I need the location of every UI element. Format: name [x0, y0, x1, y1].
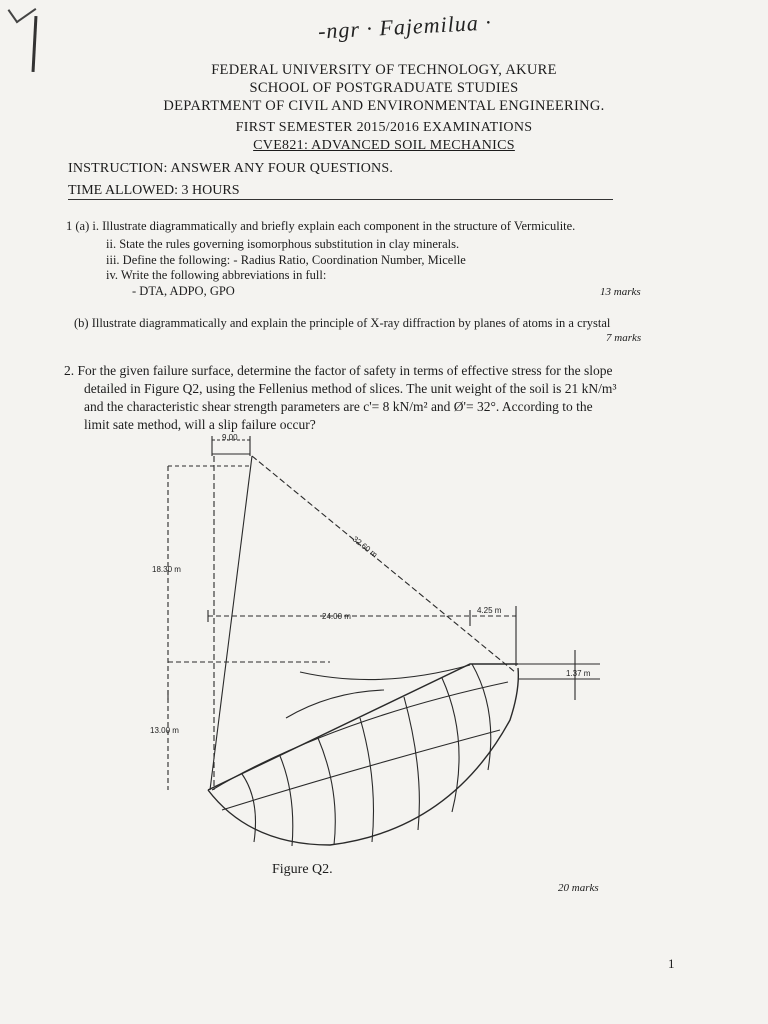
slice-line	[318, 738, 335, 845]
question-1a-iii: iii. Define the following: - Radius Ratio, Coordination Number, Micelle	[106, 253, 466, 267]
slip-surface-arc	[208, 668, 518, 845]
question-1a-ii: ii. State the rules governing isomorphous substitution in clay minerals.	[106, 237, 460, 251]
question-2-line: and the characteristic shear strength parameters are c'= 8 kN/m² and Ø'= 32°. According to the	[84, 399, 593, 414]
marks-1b: 7 marks	[606, 332, 642, 344]
question-2-line: 2. For the given failure surface, determine the factor of safety in terms of effective stress for the slope	[64, 363, 613, 378]
slice-line	[280, 756, 293, 846]
slice-line	[242, 774, 256, 842]
exam-title: FIRST SEMESTER 2015/2016 EXAMINATIONS	[235, 120, 533, 135]
question-2-line: detailed in Figure Q2, using the Fellenius method of slices. The unit weight of the soil is 21 kN/m³	[84, 381, 617, 396]
question-1b: (b) Illustrate diagrammatically and explain the principle of X-ray diffraction by planes of atoms in a crystal	[74, 316, 611, 330]
marks-q2: 20 marks	[558, 882, 599, 894]
cross-curve	[300, 665, 470, 680]
cross-curve	[286, 690, 384, 718]
instruction: INSTRUCTION: ANSWER ANY FOUR QUESTIONS.	[68, 161, 394, 176]
radius-line-left	[210, 456, 252, 790]
handwritten-signature: -ngr · Fajemilua ·	[317, 9, 493, 44]
page-number: 1	[668, 956, 675, 971]
marks-1a: 13 marks	[600, 286, 641, 298]
question-1a: 1 (a) i. Illustrate diagrammatically and briefly explain each component in the structure of Vermiculite.	[66, 219, 576, 233]
dim-label-right: 4.25 m	[477, 606, 502, 615]
cross-curve	[212, 682, 508, 790]
dim-label-top: 9.00	[222, 433, 238, 442]
university-name: FEDERAL UNIVERSITY OF TECHNOLOGY, AKURE	[211, 62, 557, 78]
question-1a-abbreviations: - DTA, ADPO, GPO	[132, 284, 235, 298]
dim-label-left-lower: 13.00 m	[150, 726, 179, 735]
radius-line-32-60	[252, 456, 515, 672]
slice-line	[360, 718, 374, 842]
figure-caption: Figure Q2.	[272, 862, 333, 877]
course-title: CVE821: ADVANCED SOIL MECHANICS	[253, 138, 515, 153]
dim-label-radius: 32.60 m	[350, 534, 380, 560]
dim-label-mid: 24.00 m	[322, 612, 351, 621]
dim-label-crest: 1.37 m	[566, 669, 591, 678]
department-name: DEPARTMENT OF CIVIL AND ENVIRONMENTAL ENGINEERING.	[163, 98, 605, 114]
question-2-line: limit sate method, will a slip failure occur?	[84, 417, 316, 432]
time-allowed: TIME ALLOWED: 3 HOURS	[68, 183, 240, 198]
dim-label-left-upper: 18.30 m	[152, 565, 181, 574]
question-1a-iv: iv. Write the following abbreviations in full:	[106, 268, 327, 282]
slice-line	[404, 697, 419, 830]
school-name: SCHOOL OF POSTGRADUATE STUDIES	[249, 80, 519, 96]
